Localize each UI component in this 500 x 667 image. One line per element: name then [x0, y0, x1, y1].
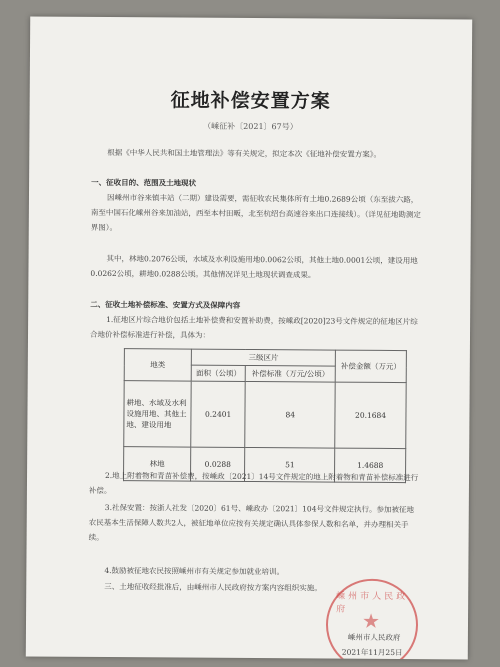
intro-paragraph: 根据《中华人民共和国土地管理法》等有关规定，拟定本次《征地补偿安置方案》。 — [107, 148, 382, 159]
cell-area: 0.0288 — [190, 447, 245, 481]
section2-paragraph-4: 4.鼓励被征地农民按照嵊州市有关规定参加就业培训。 — [104, 565, 285, 577]
header-area: 面积（公顷） — [191, 365, 246, 381]
cell-std: 84 — [245, 381, 335, 448]
cell-std: 51 — [245, 447, 335, 482]
header-amount: 补偿金额（万元） — [335, 350, 406, 382]
section2-heading: 二、征收土地补偿标准、安置方式及保障内容 — [90, 299, 241, 310]
section2-paragraph-1: 1.征地区片综合地价包括土地补偿费和安置补助费，按嵊政[2020]23号文件规定的征地区片综合地价补偿标准进行补偿，具体为： — [89, 315, 418, 340]
cell-amount: 20.1684 — [335, 382, 406, 448]
seal-text: 嵊州市人民政府 — [336, 591, 409, 615]
signature-date: 2021年11月25日 — [341, 647, 403, 658]
cell-area: 0.2401 — [191, 381, 246, 447]
section1-paragraph-2: 其中，林地0.2076公顷，水域及水利设施用地0.0062公顷，其他土地0.0001公顷，建设用地0.0262公顷，耕地0.0288公顷。其他情况详见土地现状调查成果。 — [90, 254, 418, 280]
header-std: 补偿标准（万元/公顷） — [246, 365, 336, 382]
section1-heading: 一、征收目的、范围及土地现状 — [91, 177, 197, 188]
cell-type: 耕地、水域及水利设施用地、其他土地、建设用地 — [124, 381, 191, 447]
document-title: 征地补偿安置方案 — [170, 89, 331, 113]
document-page — [26, 16, 472, 659]
compensation-table — [123, 348, 407, 483]
header-zone: 三级区片 — [191, 349, 335, 366]
document-number: （嵊征补〔2021〕67号） — [203, 121, 298, 132]
table-row — [124, 381, 406, 449]
star-icon: ★ — [361, 608, 381, 633]
table-header-row — [124, 349, 406, 367]
cell-type: 林地 — [124, 447, 191, 481]
section2-paragraph-2: 2.地上附着物和青苗补偿费，按嵊政〔2021〕14号文件规定的地上附着物和青苗补偿标准进行补偿。 — [88, 470, 419, 496]
section3-paragraph: 三、土地征收经批准后，由嵊州市人民政府按方案内容组织实施。 — [104, 581, 322, 593]
header-type: 地类 — [124, 349, 191, 381]
cell-amount: 1.4688 — [335, 448, 406, 482]
section2-paragraph-3: 3.社保安置：按浙人社发〔2020〕61号、嵊政办〔2021〕104号文件规定执行。参加被征地农民基本生活保障人数共2人，被征地单位应按有关规定确认具体参保人数和名单，并办理相关手续。 — [88, 502, 415, 542]
signature-org: 嵊州市人民政府 — [347, 632, 401, 643]
section1-paragraph-1: 因嵊州市谷来镇丰站（二期）建设需要，需征收农民集体所有土地0.2689公顷（东至拔六路，南至中国石化嵊州谷来加油站，西至本村田畈，北至杭绍台高速谷来出口连接线）。（详见征地勘测定界图）。 — [90, 193, 421, 233]
